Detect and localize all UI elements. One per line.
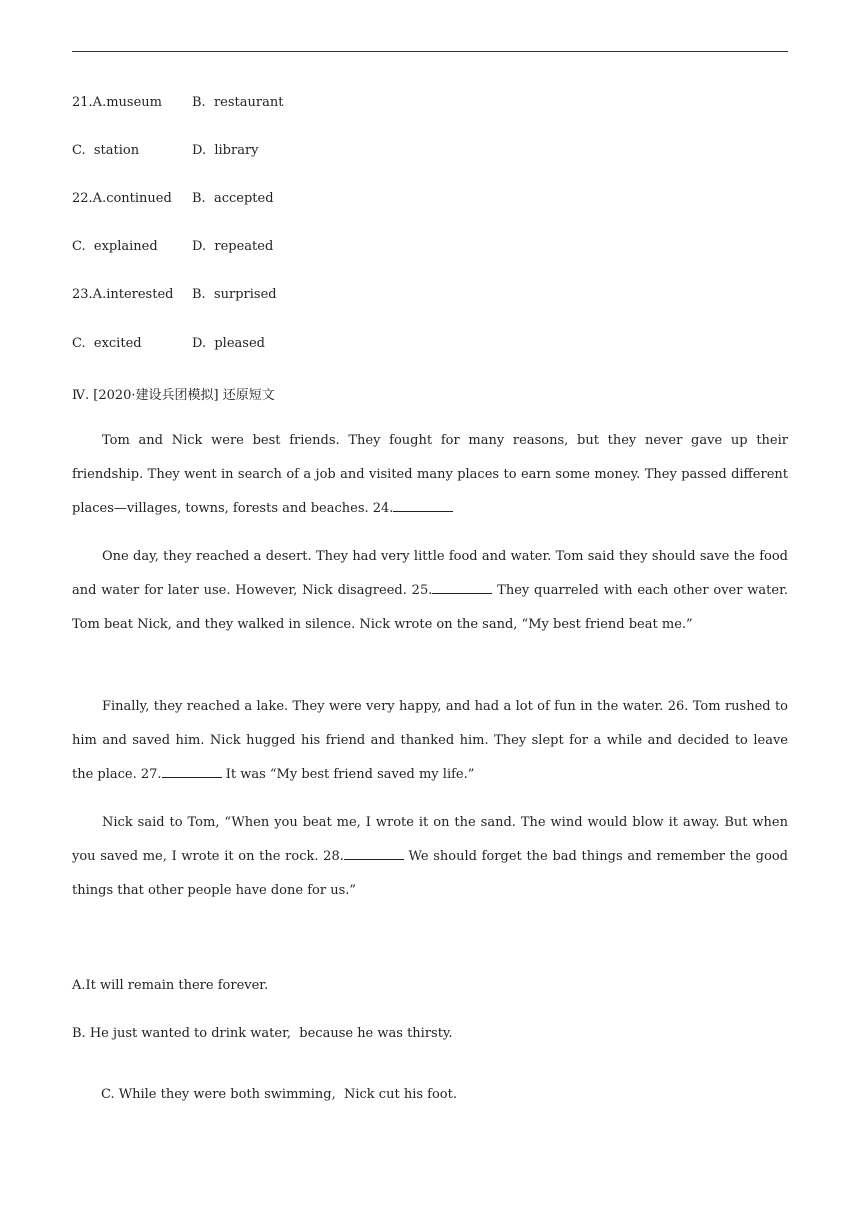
option-21-b: B. restaurant [192,95,284,110]
paragraph-2-text: One day, they reached a desert. They had very little food and water. Tom said they should save the food and water for later use. However, Nick disagreed. 25. [72,549,788,598]
option-22-b: B. accepted [192,191,274,206]
blank-24[interactable] [393,499,453,512]
paragraph-4 [72,806,788,908]
option-21-c: C. station [72,143,140,158]
paragraph-4-text: Nick said to Tom, “When you beat me, I wrote it on the sand. The wind would blow it away. But when you saved me, I wrote it on the rock. 28. [72,815,788,864]
option-22-a: 22.A.continued [72,191,172,206]
answer-a: A.It will remain there forever. [72,978,269,993]
option-21-a: 21.A.museum [72,95,162,110]
paragraph-4-text-after: We should forget the bad things and remember the good things that other people have done for us.” [72,849,788,898]
section-heading: Ⅳ. [2020·建设兵团模拟] 还原短文 [72,388,275,403]
answer-b: B. He just wanted to drink water, because he was thirsty. [72,1026,453,1041]
paragraph-3 [72,690,788,792]
option-row-21 [72,95,284,110]
paragraph-1 [72,424,788,526]
blank-28[interactable] [344,847,404,860]
option-row-21-cd [72,143,259,158]
option-22-d: D. repeated [192,239,274,254]
option-row-23 [72,287,277,302]
paragraph-1-text: Tom and Nick were best friends. They fought for many reasons, but they never gave up their friendship. They went in search of a job and visited many places to earn some money. They passed different places—villages, towns, forests and beaches. 24. [72,433,788,516]
header-rule [72,51,788,52]
option-22-c: C. explained [72,239,158,254]
option-23-d: D. pleased [192,336,265,351]
option-row-22-cd [72,239,274,254]
paragraph-3-text-after: It was “My best friend saved my life.” [221,767,475,782]
option-row-23-cd [72,336,265,351]
option-23-c: C. excited [72,336,142,351]
paragraph-2-text-after: They quarreled with each other over water. Tom beat Nick, and they walked in silence. Nick wrote on the sand, “My best friend beat me.” [72,583,788,632]
paragraph-3-text: Finally, they reached a lake. They were very happy, and had a lot of fun in the water. 26. Tom rushed to him and saved him. Nick hugged his friend and thanked him. They slept for a while and decided to leave the place. 27. [72,699,788,782]
option-21-d: D. library [192,143,259,158]
option-23-b: B. surprised [192,287,277,302]
option-row-22 [72,191,274,206]
paragraph-2 [72,540,788,642]
answer-c: C. While they were both swimming, Nick cut his foot. [101,1087,457,1102]
blank-27[interactable] [162,765,222,778]
option-23-a: 23.A.interested [72,287,174,302]
blank-25[interactable] [432,581,492,594]
